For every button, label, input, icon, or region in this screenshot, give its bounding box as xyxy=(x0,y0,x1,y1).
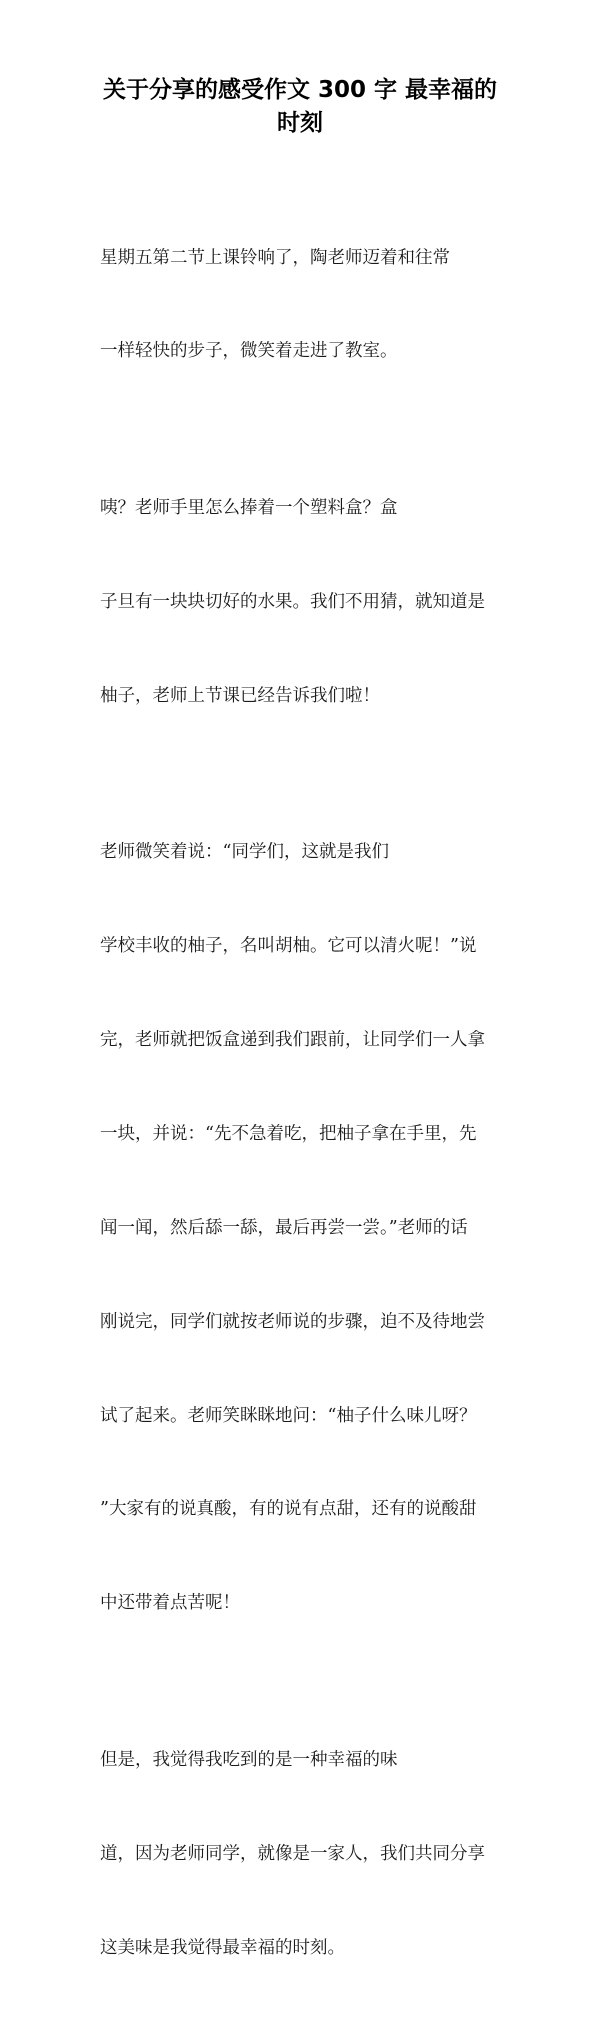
paragraph-line: 但是，我觉得我吃到的是一种幸福的味 xyxy=(100,1749,398,1770)
essay-body xyxy=(100,180,502,2027)
paragraph-line: 试了起来。老师笑眯眯地问：“柚子什么味儿呀？ xyxy=(100,1405,477,1426)
title-line-2: 时刻 xyxy=(277,110,323,136)
paragraph-line: 一块，并说：“先不急着吃，把柚子拿在手里，先 xyxy=(100,1123,477,1144)
paragraph-line: 闻一闻，然后舔一舔，最后再尝一尝。”老师的话 xyxy=(100,1217,468,1238)
title-line-1: 关于分享的感受作文 300 字 最幸福的 xyxy=(102,77,498,103)
paragraph-4 xyxy=(100,1682,502,2026)
paragraph-line: 咦？老师手里怎么捧着一个塑料盒？盒 xyxy=(100,497,398,518)
paragraph-line: 这美味是我觉得最幸福的时刻。 xyxy=(100,1937,345,1958)
paragraph-line: 老师微笑着说：“同学们，这就是我们 xyxy=(100,842,389,863)
paragraph-line: 学校丰收的柚子，名叫胡柚。它可以清火呢！”说 xyxy=(100,936,477,957)
document-title xyxy=(90,74,510,140)
paragraph-1 xyxy=(100,180,502,430)
paragraph-2 xyxy=(100,430,502,774)
paragraph-line: 子旦有一块块切好的水果。我们不用猜，就知道是 xyxy=(100,591,485,612)
paragraph-line: 完，老师就把饭盒递到我们跟前，让同学们一人拿 xyxy=(100,1030,485,1051)
paragraph-line: 柚子，老师上节课已经告诉我们啦！ xyxy=(100,685,380,706)
paragraph-line: 星期五第二节上课铃响了，陶老师迈着和往常 xyxy=(100,247,450,268)
paragraph-line: 道，因为老师同学，就像是一家人，我们共同分享 xyxy=(100,1843,485,1864)
paragraph-line: 中还带着点苦呢！ xyxy=(100,1593,240,1614)
paragraph-3 xyxy=(100,775,502,1683)
paragraph-line: 一样轻快的步子，微笑着走进了教室。 xyxy=(100,341,398,362)
paragraph-line: ”大家有的说真酸，有的说有点甜，还有的说酸甜 xyxy=(100,1499,477,1520)
paragraph-line: 刚说完，同学们就按老师说的步骤，迫不及待地尝 xyxy=(100,1311,485,1332)
